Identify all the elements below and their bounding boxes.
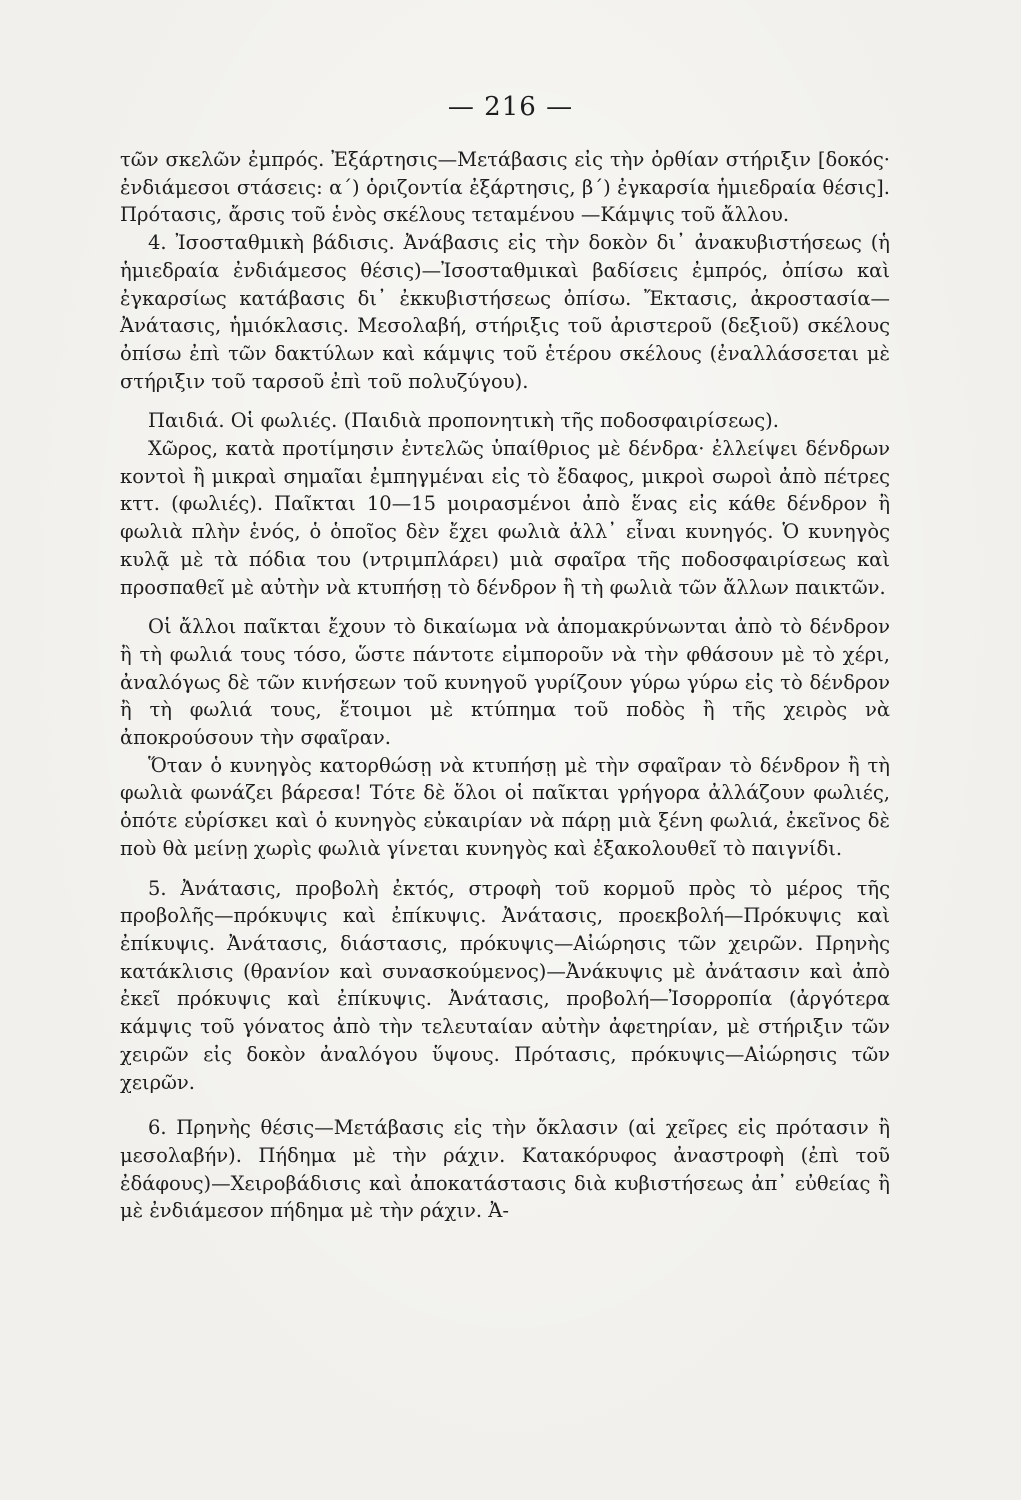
page-number: — 216 — [447, 92, 574, 122]
paragraph-game-field: Χῶρος, κατὰ προτίμησιν ἐντελῶς ὑπαίθριος μὲ δένδρα· ἐλλείψει δένδρων κοντοὶ ἢ μικραὶ σημαῖαι ἐμπηγμέναι εἰς τὸ ἔδαφος, μικροὶ σωροὶ ἀπὸ πέτρες κττ. (φωλιές). Παῖκται 10—15 μοιρασμένοι ἀπὸ ἕνας εἰς κάθε δένδρον ἢ φωλιὰ πλὴν ἑνός, ὁ ὁποῖος δὲν ἔχει φωλιὰ ἀλλ᾿ εἶναι κυνηγός. Ὁ κυνηγὸς κυλᾷ μὲ τὰ πόδια του (ντριμπλάρει) μιὰ σφαῖρα τῆς ποδοσφαιρίσεως καὶ προσπαθεῖ μὲ αὐτὴν νὰ κτυπήσῃ τὸ δένδρον ἢ τὴ φωλιὰ τῶν ἄλλων παικτῶν. [120, 437, 890, 599]
paragraph-game-title: Παιδιά. Οἱ φωλιές. (Παιδιὰ προπονητικὴ τῆς ποδοσφαιρίσεως). [148, 409, 779, 433]
paragraph-game-hit: Ὅταν ὁ κυνηγὸς κατορθώσῃ νὰ κτυπήσῃ μὲ τὴν σφαῖραν τὸ δένδρον ἢ τὴ φωλιὰ φωνάζει βάρεσα! Τότε δὲ ὅλοι οἱ παῖκται γρήγορα ἀλλάζουν φωλιές, ὁπότε εὑρίσκει καὶ ὁ κυνηγὸς εὐκαιρίαν νὰ πάρῃ μιὰ ξένη φωλιά, ἐκεῖνος δὲ ποὺ θὰ μείνῃ χωρὶς φωλιὰ γίνεται κυνηγὸς καὶ ἐξακολουθεῖ τὸ παιγνίδι. [120, 753, 890, 860]
paragraph-exercise-4: 4. Ἰσοσταθμικὴ βάδισις. Ἀνάβασις εἰς τὴν δοκὸν δι᾿ ἀνακυβιστήσεως (ἡ ἡμιεδραία ἐνδιάμεσος θέσις)—Ἰσοσταθμικαὶ βαδίσεις ἐμπρός, ὀπίσω καὶ ἐγκαρσίως κατάβασις δι᾿ ἐκκυβιστήσεως ὀπίσω. Ἔκτασις, ἀκροστασία—Ἀνάτασις, ἡμιόκλασις. Μεσολαβή, στήριξις τοῦ ἀριστεροῦ (δεξιοῦ) σκέλους ὀπίσω ἐπὶ τῶν δακτύλων καὶ κάμψις τοῦ ἑτέρου σκέλους (ἐναλλάσσεται μὲ στήριξιν τοῦ ταρσοῦ ἐπὶ τοῦ πολυζύγου). [120, 231, 890, 393]
paragraph-game-rules: Οἱ ἄλλοι παῖκται ἔχουν τὸ δικαίωμα νὰ ἀπομακρύνωνται ἀπὸ τὸ δένδρον ἢ τὴ φωλιά τους τόσο, ὥστε πάντοτε εἰμποροῦν νὰ τὴν φθάσουν μὲ τὸ χέρι, ἀναλόγως δὲ τῶν κινήσεων τοῦ κυνηγοῦ γυρίζουν γύρω γύρω εἰς τὸ δένδρον ἢ τὴ φωλιά τους, ἕτοιμοι μὲ κτύπημα τοῦ ποδὸς ἢ τῆς χειρὸς νὰ ἀποκρούσουν τὴν σφαῖραν. [120, 615, 890, 750]
paragraph-exercise-5: 5. Ἀνάτασις, προβολὴ ἐκτός, στροφὴ τοῦ κορμοῦ πρὸς τὸ μέρος τῆς προβολῆς—πρόκυψις καὶ ἐπίκυψις. Ἀνάτασις, προεκβολή—Πρόκυψις καὶ ἐπίκυψις. Ἀνάτασις, διάστασις, πρόκυψις—Αἰώρησις τῶν χειρῶν. Πρηνὴς κατάκλισις (θρανίον καὶ συνασκούμενος)—Ἀνάκυψις μὲ ἀνάτασιν καὶ ἀπὸ ἐκεῖ πρόκυψις καὶ ἐπίκυψις. Ἀνάτασις, προβολή—Ἰσορροπία (ἀργότερα κάμψις τοῦ γόνατος ἀπὸ τὴν τελευταίαν αὐτὴν ἀφετηρίαν, μὲ στήριξιν τῶν χειρῶν εἰς δοκὸν ἀναλόγου ὕψους. Πρότασις, πρόκυψις—Αἰώρησις τῶν χειρῶν. [120, 876, 890, 1094]
body-text [120, 146, 890, 1225]
paragraph-exercise-6: 6. Πρηνὴς θέσις—Μετάβασις εἰς τὴν ὄκλασιν (αἱ χεῖρες εἰς πρότασιν ἢ μεσολαβήν). Πήδημα μὲ τὴν ράχιν. Κατακόρυφος ἀναστροφὴ (ἐπὶ τοῦ ἐδάφους)—Χειροβάδισις καὶ ἀποκατάστασις διὰ κυβιστήσεως ἀπ᾿ εὐθείας ἢ μὲ ἐνδιάμεσον πήδημα μὲ τὴν ράχιν. Ἀ- [120, 1116, 890, 1223]
paragraph-continuation: τῶν σκελῶν ἐμπρός. Ἐξάρτησις—Μετάβασις εἰς τὴν ὀρθίαν στήριξιν [δοκός· ἐνδιάμεσοι στάσεις: α΄) ὁριζοντία ἐξάρτησις, β΄) ἐγκαρσία ἡμιεδραία θέσις]. Πρότασις, ἄρσις τοῦ ἑνὸς σκέλους τεταμένου —Κάμψις τοῦ ἄλλου. [120, 148, 890, 227]
